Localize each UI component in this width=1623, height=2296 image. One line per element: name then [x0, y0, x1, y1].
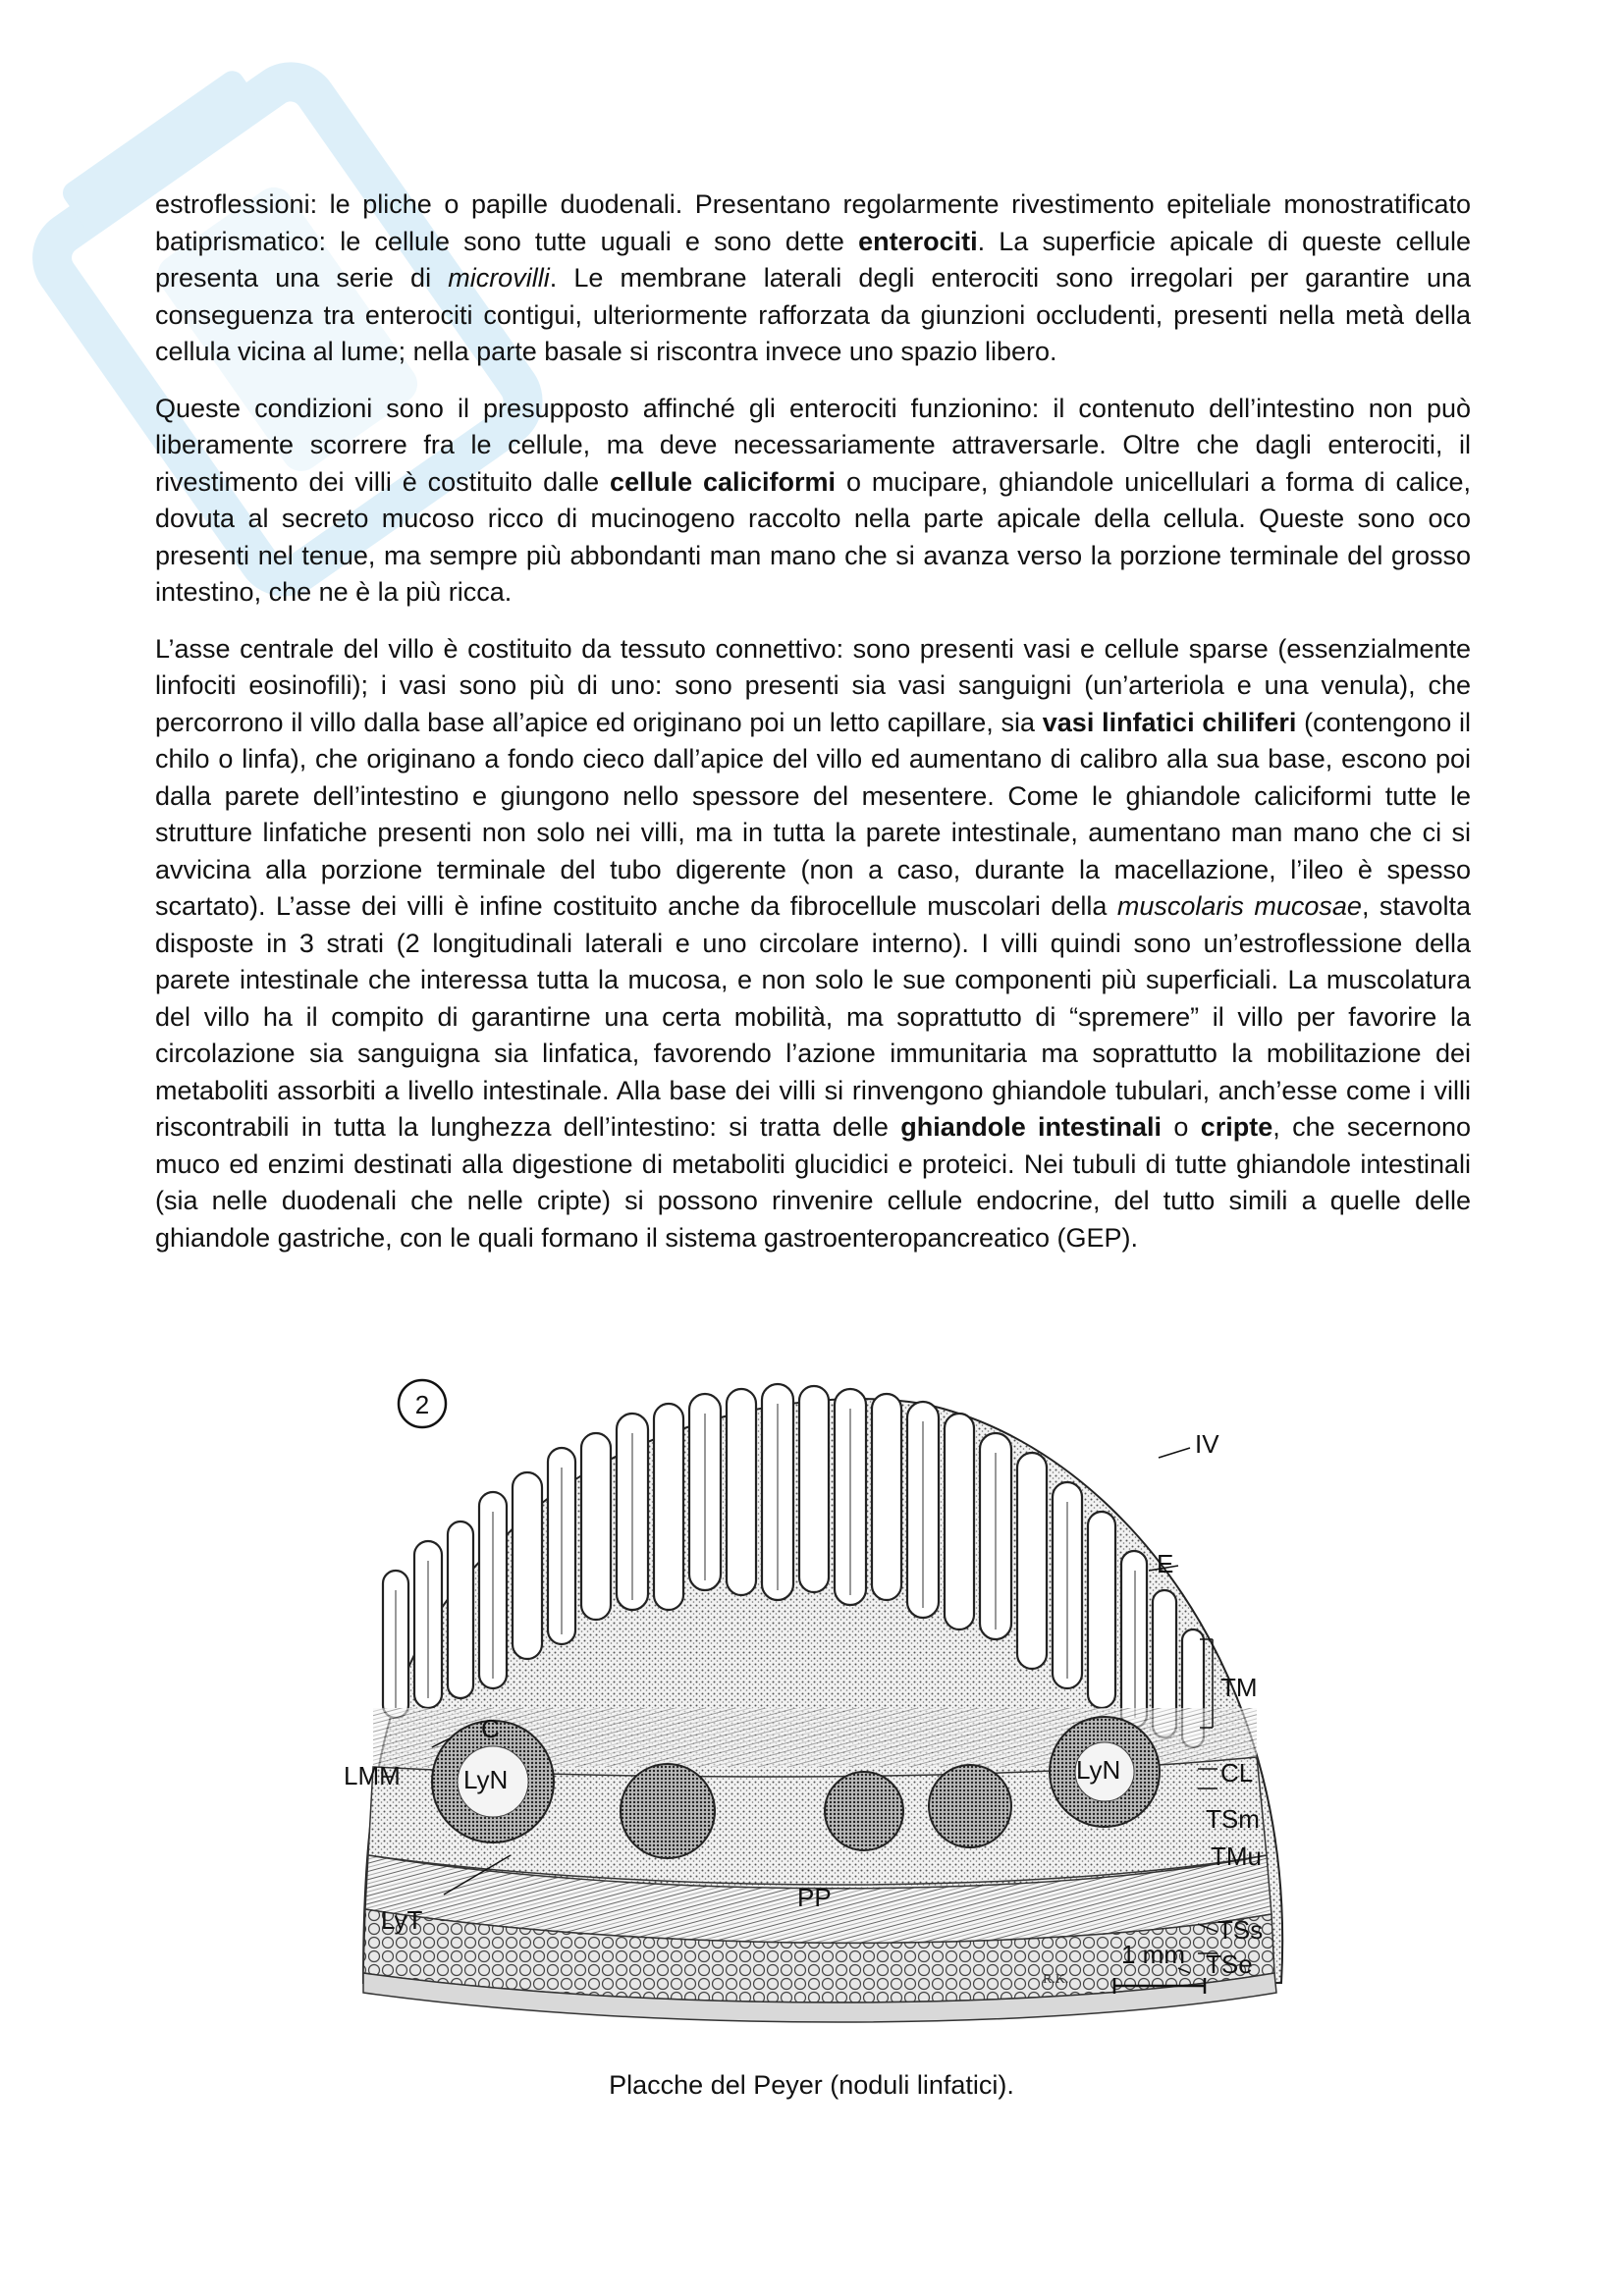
text-run: o mucipare, ghiandole unicellulari a forma di calice, dovuta al secreto mucoso ricco di mucinogeno raccolto nella parte apicale della cellula. Queste sono oco presenti nel tenue, ma sempre più abbondanti man mano che si avanza verso la porzione terminale del grosso intestino, che ne è la più ricca.	[155, 466, 1471, 607]
label-TSe: TSe	[1206, 1949, 1253, 1979]
figure-caption: Placche del Peyer (noduli linfatici).	[609, 2070, 1014, 2100]
label-TSm: TSm	[1206, 1804, 1260, 1834]
bold-term: enterociti	[858, 226, 978, 256]
text-run: o	[1162, 1112, 1201, 1142]
peyer-patches-illustration	[344, 1345, 1291, 2044]
bold-term: ghiandole intestinali	[900, 1112, 1163, 1142]
label-LyN-left: LyN	[463, 1765, 509, 1794]
label-TSs: TSs	[1217, 1915, 1264, 1945]
body-text	[155, 187, 1471, 1276]
label-LyN-right: LyN	[1076, 1755, 1121, 1785]
label-TM: TM	[1220, 1673, 1258, 1702]
label-LyT: LyT	[381, 1905, 423, 1935]
paragraph-villus-axis	[155, 631, 1471, 1257]
italic-term: muscolaris mucosae	[1116, 891, 1362, 921]
label-CL: CL	[1220, 1758, 1254, 1788]
bold-term: cellule caliciformi	[610, 466, 837, 497]
bold-term: vasi linfatici chiliferi	[1042, 707, 1297, 737]
paragraph-goblet-cells	[155, 391, 1471, 612]
histology-drawing	[344, 1345, 1291, 2044]
label-E: E	[1157, 1549, 1174, 1578]
label-C: C	[481, 1714, 500, 1743]
artist-signature: R.K.	[1043, 1972, 1069, 1987]
italic-term: microvilli	[448, 263, 550, 293]
text-run: Queste condizioni sono il presupposto affinché gli enterociti funzionino: il contenuto dell’intestino non può liberamente scorrere fra le cellule, ma deve necessariamente attraversarle. Oltre che dagli enterociti, il rivestimento dei villi è costituito dalle	[155, 393, 1471, 497]
text-run: , stavolta disposte in 3 strati (2 longitudinali laterali e uno circolare interno). I villi quindi sono un’estroflessione della parete intestinale che interessa tutta la mucosa, e non solo le sue componenti più superficiali. La muscolatura del villo ha il compito di garantirne una certa mobilità, ma soprattutto di “spremere” il villo per favorire la circolazione sia sanguigna sia linfatica, favorendo l’azione immunitaria ma soprattutto la mobilitazione dei metaboliti assorbiti a livello intestinale. Alla base dei villi si rinvengono ghiandole tubulari, anch’esse come i villi riscontrabili in tutta la lunghezza dell’intestino: si tratta delle	[155, 891, 1471, 1142]
text-run: L’asse centrale del villo è costituito da tessuto connettivo: sono presenti vasi e cellule sparse (essenzialmente linfociti eosinofili); i vasi sono più di uno: sono presenti sia vasi sanguigni (un’arteriola e una venula), che percorrono il villo dalla base all’apice ed originano poi un letto capillare, sia	[155, 633, 1471, 737]
scale-bar-label: 1 mm	[1121, 1940, 1185, 1969]
label-PP: PP	[797, 1883, 832, 1912]
text-run: (contengono il chilo o linfa), che originano a fondo cieco dall’apice del villo ed aumentano di calibro alla sua base, escono poi dalla parete dell’intestino e giungono nello spessore del mesentere. Come le ghiandole caliciformi tutte le strutture linfatiche presenti non solo nei villi, ma in tutta la parete intestinale, aumentano man mano che ci si avvicina alla porzione terminale del tubo digerente (non a caso, durante la macellazione, l’ileo è spesso scartato). L’asse dei villi è infine costituito anche da fibrocellule muscolari della	[155, 707, 1471, 921]
bold-term: cripte	[1200, 1112, 1273, 1142]
label-LMM: LMM	[344, 1761, 401, 1790]
label-IV: IV	[1195, 1429, 1219, 1459]
label-TMu: TMu	[1211, 1842, 1262, 1871]
text-run: estroflessioni: le pliche o papille duodenali. Presentano regolarmente rivestimento epiteliale monostratificato batiprismatico: le cellule sono tutte uguali e sono dette	[155, 189, 1471, 256]
text-run: . Le membrane laterali degli enterociti sono irregolari per garantire una conseguenza tra enterociti contigui, ulteriormente rafforzata da giunzioni occludenti, presenti nella metà della cellula vicina al lume; nella parte basale si riscontra invece uno spazio libero.	[155, 263, 1471, 366]
text-run: . La superficie apicale di queste cellule presenta una serie di	[155, 226, 1471, 293]
figure-number: 2	[414, 1390, 430, 1419]
paragraph-villi-epithelium	[155, 187, 1471, 371]
text-run: , che secernono muco ed enzimi destinati alla digestione di metaboliti glucidici e proteici. Nei tubuli di tutte ghiandole intestinali (sia nelle duodenali che nelle cripte) si possono rinvenire cellule endocrine, del tutto simili a quelle delle ghiandole gastriche, con le quali formano il sistema gastroenteropancreatico (GEP).	[155, 1112, 1472, 1253]
